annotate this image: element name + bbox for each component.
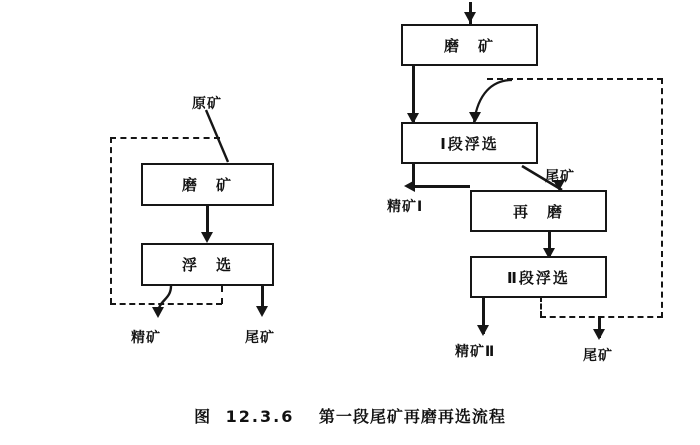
right-box-regrinding: 再 磨 [470, 190, 607, 232]
left-arrow-tailings [256, 306, 268, 317]
caption-prefix: 图 [194, 407, 212, 426]
right-dashed-bottom [540, 316, 663, 318]
right-label-concentrate-1: 精矿Ⅰ [387, 199, 424, 215]
right-concentrate1-line [412, 185, 470, 188]
right-label-tailings-final: 尾矿 [583, 348, 613, 364]
right-arrow-concentrate1 [404, 180, 415, 192]
right-box-grinding: 磨 矿 [401, 24, 538, 66]
right-dashed-top [487, 78, 663, 80]
right-dashed-riser [540, 296, 542, 317]
left-dashed-left [110, 137, 112, 304]
caption-title: 第一段尾矿再磨再选流程 [318, 407, 506, 426]
left-input-label: 原矿 [192, 96, 222, 112]
left-dashed-top [110, 137, 220, 139]
left-box-grinding: 磨 矿 [141, 163, 274, 206]
caption-number: 12.3.6 [225, 407, 295, 426]
left-output-tailings-label: 尾矿 [245, 330, 275, 346]
left-dashed-bottom [110, 303, 222, 305]
right-label-tailings-mid: 尾矿 [545, 169, 575, 185]
figure-caption [0, 404, 700, 427]
left-box-flotation: 浮 选 [141, 243, 274, 286]
right-box-flotation-1: Ⅰ段浮选 [401, 122, 538, 164]
right-dashed-right [661, 78, 663, 318]
right-arrow-concentrate2 [477, 325, 489, 336]
right-arrow-feed [464, 12, 476, 23]
left-arrow-concentrate [152, 307, 164, 318]
right-arrow-tailings-final [593, 329, 605, 340]
left-output-concentrate-label: 精矿 [131, 330, 161, 346]
right-box-flotation-2: Ⅱ段浮选 [470, 256, 607, 298]
left-dashed-riser [221, 286, 223, 304]
right-label-concentrate-2: 精矿Ⅱ [455, 344, 496, 360]
left-arrow-to-flotation [201, 232, 213, 243]
